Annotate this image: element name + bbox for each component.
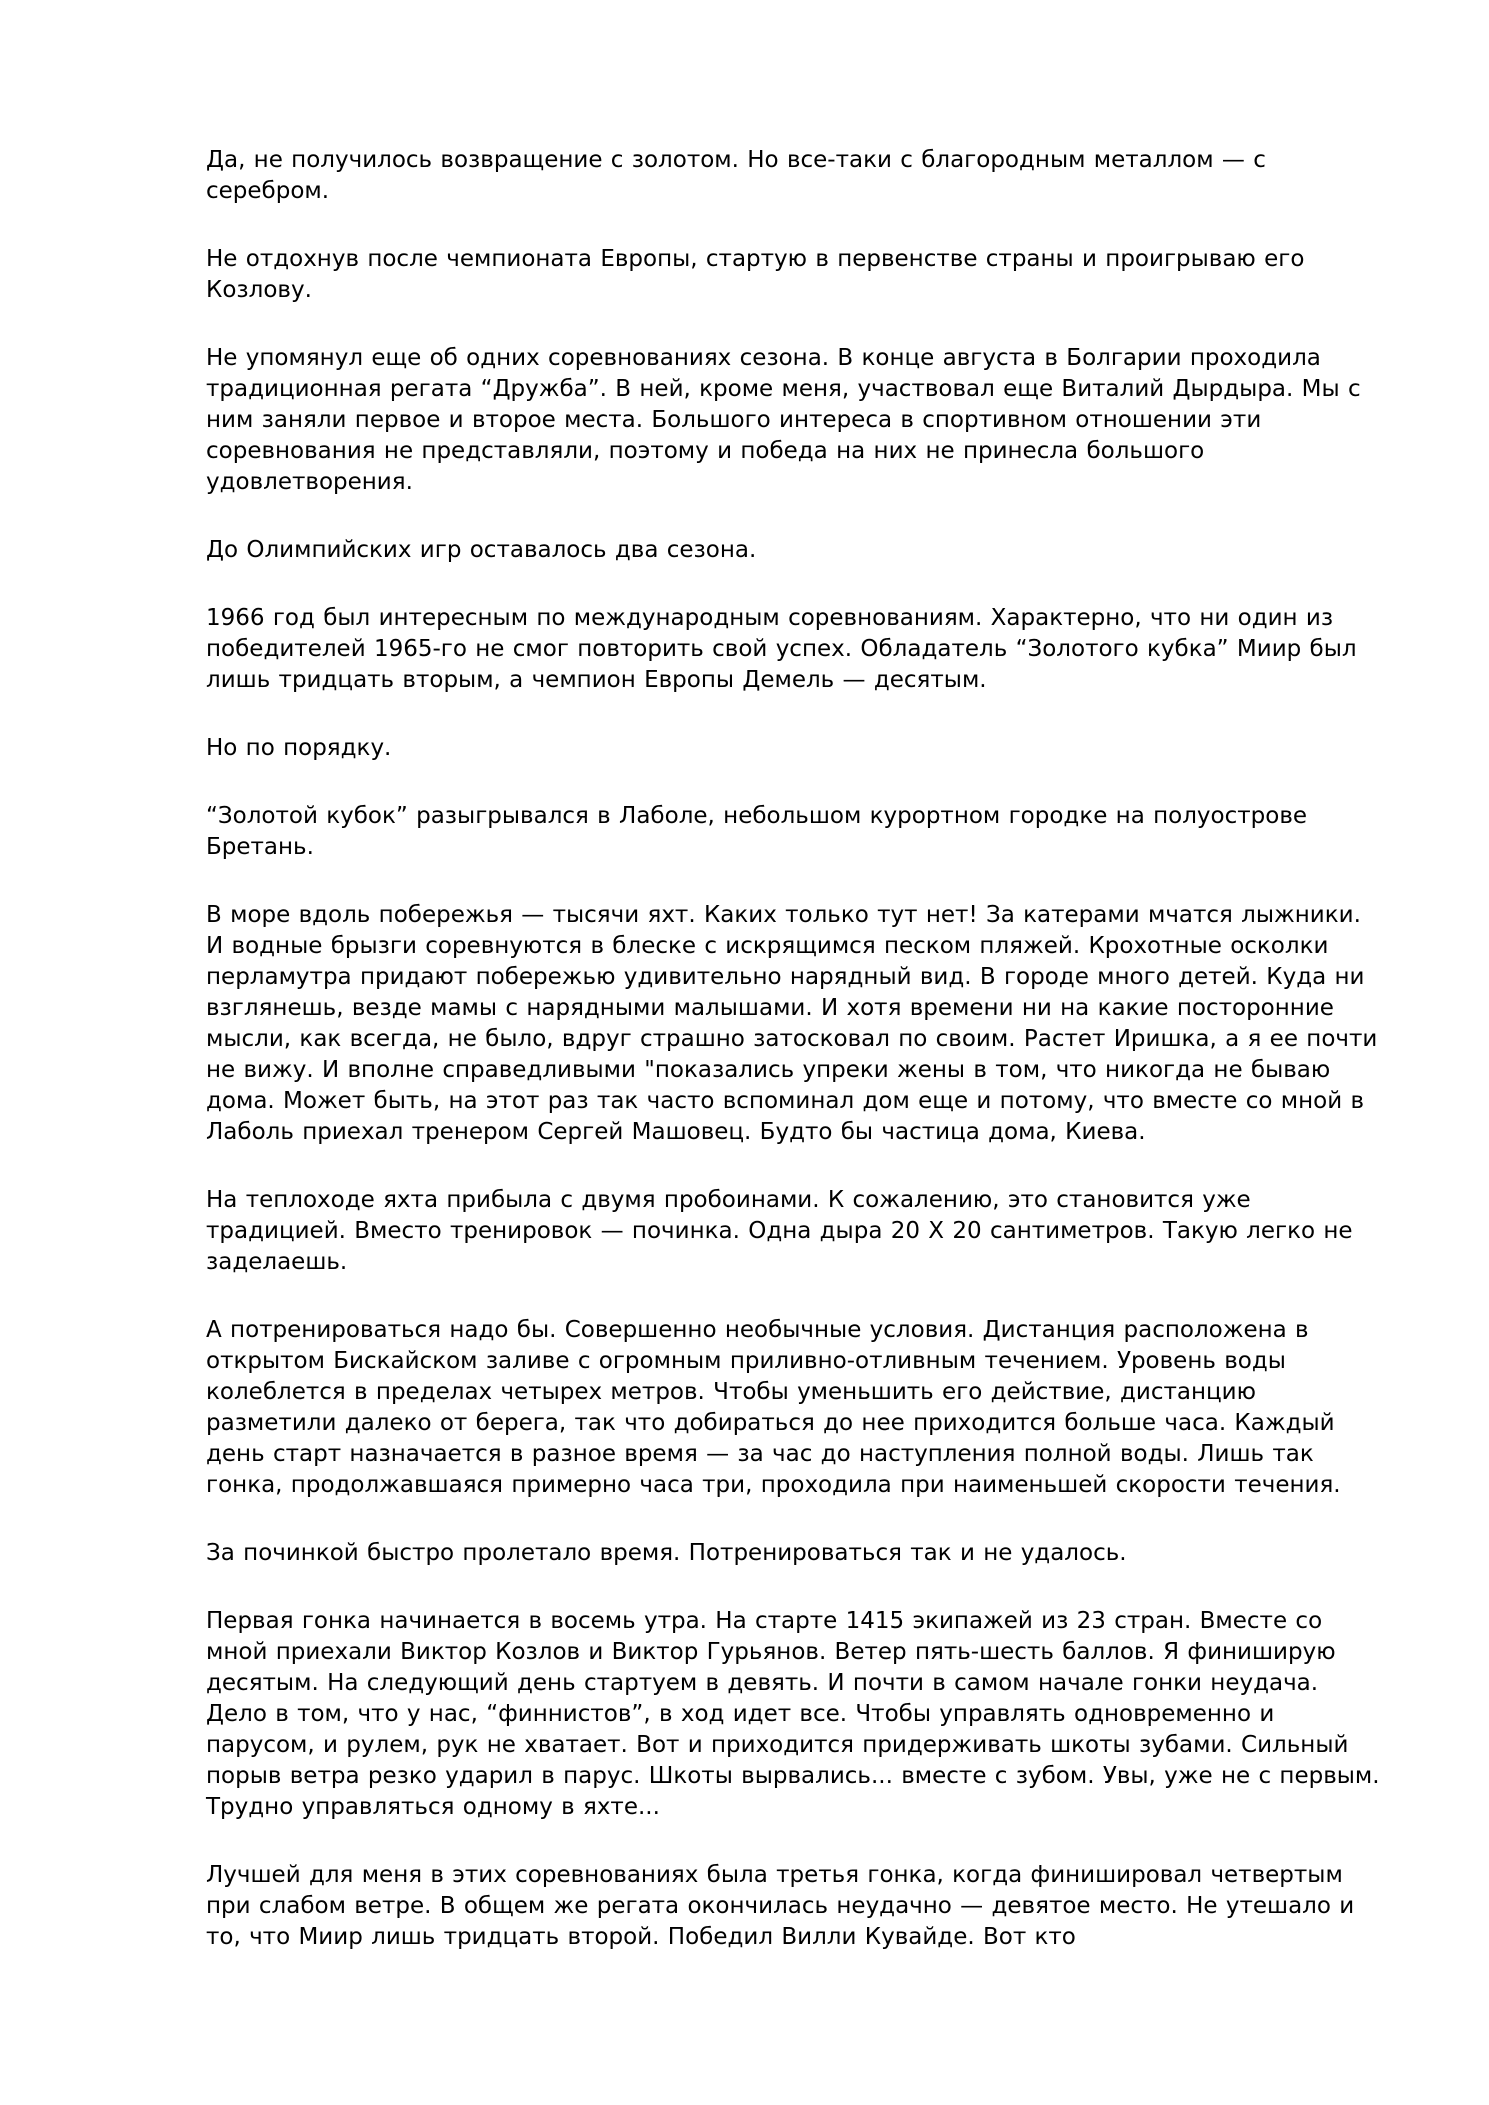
- paragraph: Не отдохнув после чемпионата Европы, стартую в первенстве страны и проигрываю его Козлову.: [206, 246, 1305, 303]
- paragraph: 1966 год был интересным по международным соревнованиям. Характерно, что ни один из победителей 1965-го не смог повторить свой успех. Обладатель “Золотого кубка” Миир был лишь тридцать вторым, а чемпион Европы Демель — десятым.: [206, 605, 1357, 693]
- paragraph: Не упомянул еще об одних соревнованиях сезона. В конце августа в Болгарии проходила традиционная регата “Дружба”. В ней, кроме меня, участвовал еще Виталий Дырдыра. Мы с ним заняли первое и второе места. Большого интереса в спортивном отношении эти соревнования не представляли, поэтому и победа на них не принесла большого удовлетворения.: [206, 345, 1361, 495]
- text-content: [206, 145, 1386, 1990]
- paragraph: Первая гонка начинается в восемь утра. На старте 1415 экипажей из 23 стран. Вместе со мной приехали Виктор Козлов и Виктор Гурьянов. Ветер пять-шесть баллов. Я финиширую десятым. На следующий день стартуем в девять. И почти в самом начале гонки неудача. Дело в том, что у нас, “финнистов”, в ход идет все. Чтобы управлять одновременно и парусом, и рулем, рук не хватает. Вот и приходится придерживать шкоты зубами. Сильный порыв ветра резко ударил в парус. Шкоты вырвались... вместе с зубом. Увы, уже не с первым. Трудно управляться одному в яхте...: [206, 1608, 1380, 1820]
- paragraph: В море вдоль побережья — тысячи яхт. Каких только тут нет! За катерами мчатся лыжники. И водные брызги соревнуются в блеске с искрящимся песком пляжей. Крохотные осколки перламутра придают побережью удивительно нарядный вид. В городе много детей. Куда ни взглянешь, везде мамы с нарядными малышами. И хотя времени ни на какие посторонние мысли, как всегда, не было, вдруг страшно затосковал по своим. Растет Иришка, а я ее почти не вижу. И вполне справедливыми "показались упреки жены в том, что никогда не бываю дома. Может быть, на этот раз так часто вспоминал дом еще и потому, что вместе со мной в Лаболь приехал тренером Сергей Машовец. Будто бы частица дома, Киева.: [206, 902, 1378, 1145]
- paragraph: Но по порядку.: [206, 735, 392, 761]
- paragraph: А потренироваться надо бы. Совершенно необычные условия. Дистанция расположена в открытом Бискайском заливе с огромным приливно-отливным течением. Уровень воды колеблется в пределах четырех метров. Чтобы уменьшить его действие, дистанцию разметили далеко от берега, так что добираться до нее приходится больше часа. Каждый день старт назначается в разное время — за час до наступления полной воды. Лишь так гонка, продолжавшаяся примерно часа три, проходила при наименьшей скорости течения.: [206, 1317, 1341, 1498]
- paragraph: Лучшей для меня в этих соревнованиях была третья гонка, когда финишировал четвертым при слабом ветре. В общем же регата окончилась неудачно — девятое место. Не утешало и то, что Миир лишь тридцать второй. Победил Вилли Кувайде. Вот кто: [206, 1862, 1355, 1950]
- paragraph: На теплоходе яхта прибыла с двумя пробоинами. К сожалению, это становится уже традицией. Вместо тренировок — починка. Одна дыра 20 X 20 сантиметров. Такую легко не заделаешь.: [206, 1187, 1353, 1275]
- paragraph: “Золотой кубок” разыгрывался в Лаболе, небольшом курортном городке на полуострове Бретань.: [206, 803, 1308, 860]
- paragraph: За починкой быстро пролетало время. Потренироваться так и не удалось.: [206, 1540, 1127, 1566]
- paragraph: До Олимпийских игр оставалось два сезона.: [206, 537, 757, 563]
- paragraph: Да, не получилось возвращение с золотом. Но все-таки с благородным металлом — с серебром.: [206, 147, 1266, 204]
